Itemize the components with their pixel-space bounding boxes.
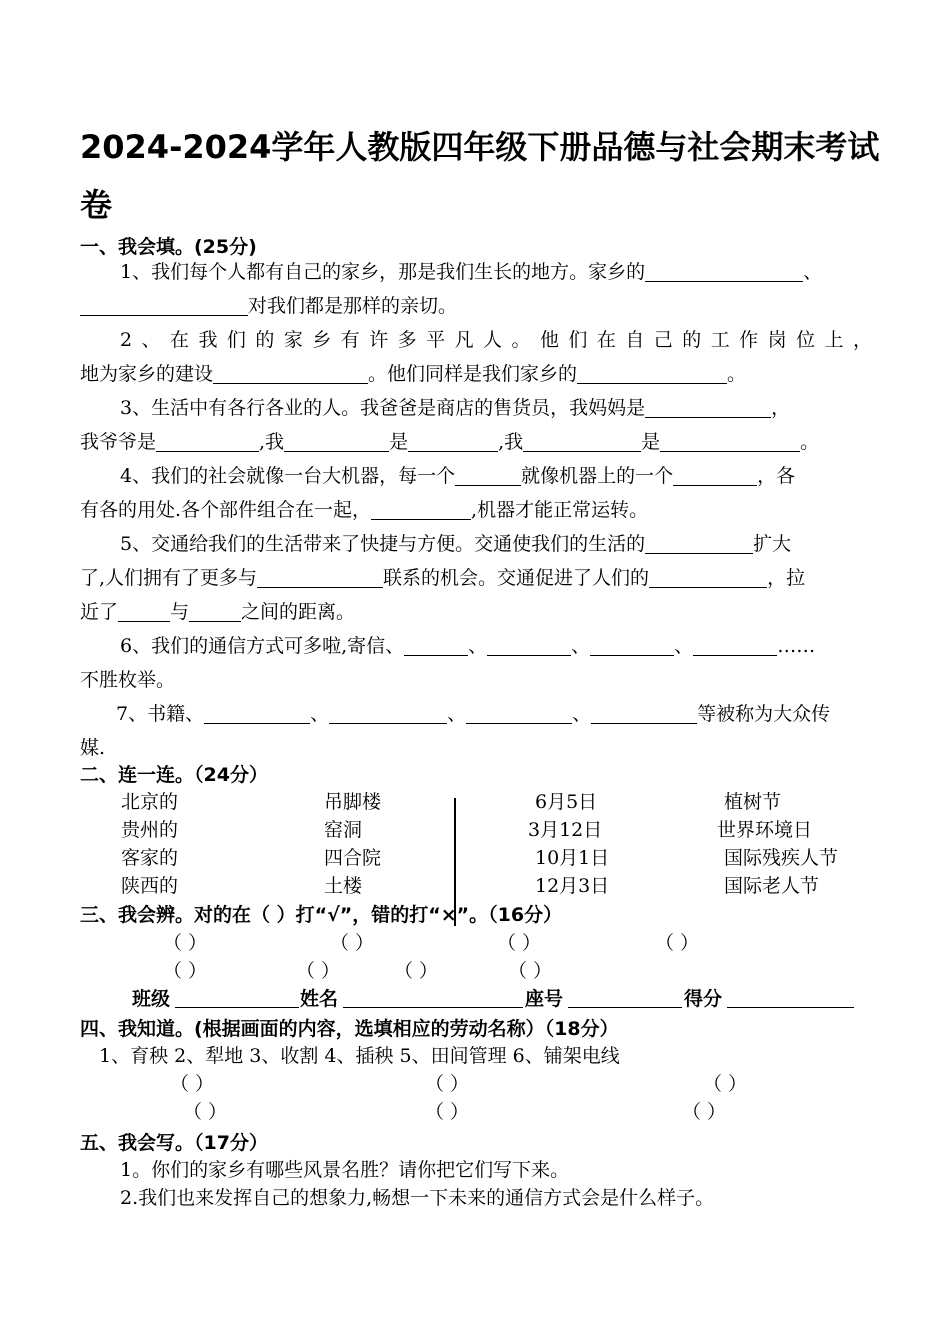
answer-bracket[interactable]: （ ） bbox=[394, 960, 439, 982]
answer-bracket[interactable]: （ ） bbox=[163, 960, 208, 982]
score-label: 得分 bbox=[684, 988, 723, 1010]
match-date-item[interactable]: 6月5日 bbox=[535, 791, 598, 813]
answer-bracket[interactable]: （ ） bbox=[497, 932, 542, 954]
answer-bracket[interactable]: （ ） bbox=[163, 932, 208, 954]
writing-question-2: 2.我们也来发挥自己的想象力,畅想一下未来的通信方式会是什么样子。 bbox=[120, 1187, 715, 1209]
blank[interactable] bbox=[466, 701, 572, 724]
answer-bracket[interactable]: （ ） bbox=[170, 1073, 215, 1095]
match-house-item[interactable]: 窑洞 bbox=[324, 819, 363, 841]
blank[interactable] bbox=[660, 429, 800, 452]
match-house-item[interactable]: 土楼 bbox=[324, 875, 363, 897]
q5-line-1: 5、交通给我们的生活带来了快捷与方便。交通使我们的生活的 扩大 bbox=[120, 533, 792, 555]
q7-line-2: 媒. bbox=[80, 737, 106, 759]
class-label: 班级 bbox=[132, 988, 171, 1010]
name-field[interactable] bbox=[343, 1007, 523, 1008]
match-festival-item[interactable]: 国际老人节 bbox=[724, 875, 820, 897]
blank[interactable] bbox=[645, 259, 803, 282]
seat-field[interactable] bbox=[568, 1007, 682, 1008]
blank[interactable] bbox=[455, 463, 521, 486]
q6-line-1: 6、我们的通信方式可多啦,寄信、 、 、 、 …… bbox=[120, 635, 816, 657]
blank[interactable] bbox=[204, 701, 310, 724]
match-house-item[interactable]: 四合院 bbox=[324, 847, 382, 869]
answer-bracket[interactable]: （ ） bbox=[655, 932, 700, 954]
match-left-item[interactable]: 北京的 bbox=[121, 791, 179, 813]
answer-bracket[interactable]: （ ） bbox=[183, 1101, 228, 1123]
blank[interactable] bbox=[649, 565, 767, 588]
writing-question-1: 1。你们的家乡有哪些风景名胜？请你把它们写下来。 bbox=[120, 1159, 570, 1181]
match-house-item[interactable]: 吊脚楼 bbox=[324, 791, 382, 813]
q1-line-1: 1、我们每个人都有自己的家乡，那是我们生长的地方。家乡的 、 bbox=[120, 261, 823, 283]
match-left-item[interactable]: 贵州的 bbox=[121, 819, 179, 841]
answer-bracket[interactable]: （ ） bbox=[425, 1101, 470, 1123]
match-date-item[interactable]: 3月12日 bbox=[528, 819, 603, 841]
blank[interactable] bbox=[408, 429, 498, 452]
blank[interactable] bbox=[591, 701, 697, 724]
q6-line-2: 不胜枚举。 bbox=[80, 669, 176, 691]
match-date-item[interactable]: 10月1日 bbox=[535, 847, 610, 869]
match-festival-item[interactable]: 国际残疾人节 bbox=[724, 847, 839, 869]
answer-bracket[interactable]: （ ） bbox=[330, 932, 375, 954]
q3-line-1: 3、生活中有各行各业的人。我爸爸是商店的售货员，我妈妈是 ， bbox=[120, 397, 791, 419]
match-left-item[interactable]: 客家的 bbox=[121, 847, 179, 869]
score-field[interactable] bbox=[727, 1007, 854, 1008]
blank[interactable] bbox=[645, 395, 771, 418]
class-field[interactable] bbox=[175, 1007, 299, 1008]
q4-line-1: 4、我们的社会就像一台大机器，每一个 就像机器上的一个 ，各 bbox=[120, 465, 796, 487]
blank[interactable] bbox=[156, 429, 259, 452]
blank[interactable] bbox=[577, 361, 727, 384]
match-festival-item[interactable]: 植树节 bbox=[724, 791, 782, 813]
labor-options: 1、育秧 2、犁地 3、收割 4、插秧 5、田间管理 6、铺架电线 bbox=[99, 1045, 620, 1067]
blank[interactable] bbox=[329, 701, 447, 724]
blank[interactable] bbox=[673, 463, 757, 486]
blank[interactable] bbox=[487, 633, 571, 656]
answer-bracket[interactable]: （ ） bbox=[508, 960, 553, 982]
blank[interactable] bbox=[404, 633, 468, 656]
match-left-item[interactable]: 陕西的 bbox=[121, 875, 179, 897]
answer-bracket[interactable]: （ ） bbox=[425, 1073, 470, 1095]
blank[interactable] bbox=[80, 293, 248, 316]
q2-line-2: 地为家乡的建设 。他们同样是我们家乡的 。 bbox=[80, 363, 747, 385]
q1-line-2: 对我们都是那样的亲切。 bbox=[80, 289, 872, 323]
section-4-heading: 四、我知道。(根据画面的内容，选填相应的劳动名称）（18分） bbox=[80, 1018, 619, 1040]
blank[interactable] bbox=[213, 361, 368, 384]
blank[interactable] bbox=[118, 599, 170, 622]
blank[interactable] bbox=[645, 531, 753, 554]
section-1-heading: 一、我会填。(25分) bbox=[80, 236, 257, 258]
q2-line-1: 2、在我们的家乡有许多平凡人。他们在自己的工作岗位上， bbox=[120, 329, 872, 351]
blank[interactable] bbox=[523, 429, 641, 452]
blank[interactable] bbox=[284, 429, 389, 452]
match-date-item[interactable]: 12月3日 bbox=[535, 875, 610, 897]
q3-line-2: 我爷爷是 ,我 是 ,我 是 。 bbox=[80, 431, 820, 453]
q4-line-2: 有各的用处.各个部件组合在一起， ,机器才能正常运转。 bbox=[80, 499, 649, 521]
answer-bracket[interactable]: （ ） bbox=[703, 1073, 748, 1095]
blank[interactable] bbox=[257, 565, 383, 588]
q7-line-1: 7、书籍、 、 、 、 等被称为大众传 bbox=[116, 703, 831, 725]
section-2-heading: 二、连一连。（24分） bbox=[80, 764, 268, 786]
name-label: 姓名 bbox=[300, 988, 339, 1010]
match-festival-item[interactable]: 世界环境日 bbox=[717, 819, 813, 841]
q5-line-2: 了,人们拥有了更多与 联系的机会。交通促进了人们的 ，拉 bbox=[80, 567, 806, 589]
answer-bracket[interactable]: （ ） bbox=[296, 960, 341, 982]
blank[interactable] bbox=[189, 599, 241, 622]
seat-label: 座号 bbox=[525, 988, 564, 1010]
q5-line-3: 近了 与 之间的距离。 bbox=[80, 601, 356, 623]
blank[interactable] bbox=[590, 633, 674, 656]
page-title: 2024-2024学年人教版四年级下册品德与社会期末考试卷 bbox=[80, 128, 880, 224]
blank[interactable] bbox=[371, 497, 471, 520]
answer-bracket[interactable]: （ ） bbox=[682, 1101, 727, 1123]
section-5-heading: 五、我会写。（17分） bbox=[80, 1132, 268, 1154]
section-3-heading: 三、我会辨。对的在（ ）打“√”，错的打“×”。（16分） bbox=[80, 904, 563, 926]
blank[interactable] bbox=[693, 633, 777, 656]
